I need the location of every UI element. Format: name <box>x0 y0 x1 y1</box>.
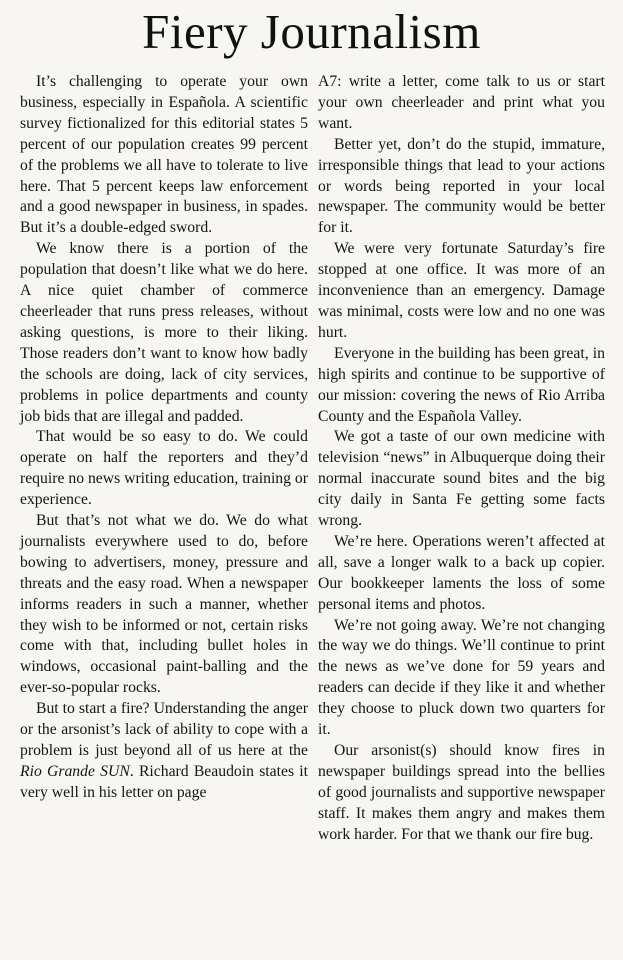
paragraph-12: Our arsonist(s) should know fires in newspaper buildings spread into the bellies of good journalists and supportive newspaper staff. It makes them angry and makes them work harder. For that we thank our fire bug. <box>318 742 605 843</box>
left-column <box>20 72 308 804</box>
paragraph-9: We got a taste of our own medicine with television “news” in Albuquerque doing their normal inaccurate sound bites and the big city daily in Santa Fe getting some facts wrong. <box>318 428 605 530</box>
paragraph-5 <box>20 699 308 804</box>
right-column <box>318 72 605 846</box>
paragraph-6: Better yet, don’t do the stupid, immature, irresponsible things that lead to your actions or words being reported in your local newspaper. The community would be better for it. <box>318 135 605 237</box>
paragraph-1: It’s challenging to operate your own business, especially in Española. A scientific survey fictionalized for this editorial states 5 percent of our population creates 99 percent of the problems we all have to tolerate to live here. That 5 percent keeps law enforcement and a good newspaper in business, in spades. But it’s a double-edged sword. <box>20 73 308 237</box>
newspaper-name: Rio Grande SUN <box>20 762 130 780</box>
paragraph-5-text: But to start a fire? Understanding the anger or the arsonist’s lack of ability to cope with a problem is just beyond all of us here at the <box>20 700 308 759</box>
paragraph-5-text-end: . Richard Beaudoin states it very well in his letter on page <box>20 762 308 801</box>
paragraph-7: We were very fortunate Saturday’s fire stopped at one office. It was more of an inconvenience than an emergency. Damage was minimal, costs were low and no one was hurt. <box>318 240 605 341</box>
headline: Fiery Journalism <box>142 4 481 59</box>
paragraph-5-continued: A7: write a letter, come talk to us or start your own cheerleader and print what you want. <box>318 73 605 132</box>
paragraph-11: We’re not going away. We’re not changing the way we do things. We’ll continue to print the news as we’ve done for 59 years and readers can decide if they like it and whether they choose to pluck down two quarters for it. <box>318 616 605 739</box>
paragraph-4: But that’s not what we do. We do what journalists everywhere used to do, before bowing to advertisers, money, pressure and threats and the easy road. When a newspaper informs readers in such a manner, whether they wish to be informed or not, certain risks come with that, including bullet holes in windows, occasional paint-balling and the ever-so-popular rocks. <box>20 512 308 697</box>
paragraph-10: We’re here. Operations weren’t affected at all, save a longer walk to a back up copier. Our bookkeeper laments the loss of some personal items and photos. <box>318 532 605 613</box>
paragraph-8: Everyone in the building has been great, in high spirits and continue to be supportive of our mission: covering the news of Rio Arriba County and the Española Valley. <box>318 344 605 425</box>
paragraph-3: That would be so easy to do. We could operate on half the reporters and they’d require no news writing education, training or experience. <box>20 428 308 509</box>
paragraph-2: We know there is a portion of the population that doesn’t like what we do here. A nice quiet chamber of commerce cheerleader that runs press releases, without asking questions, is more to their liking. Those readers don’t want to know how badly the schools are doing, lack of city services, problems in police departments and county job bids that are illegal and padded. <box>20 240 308 425</box>
